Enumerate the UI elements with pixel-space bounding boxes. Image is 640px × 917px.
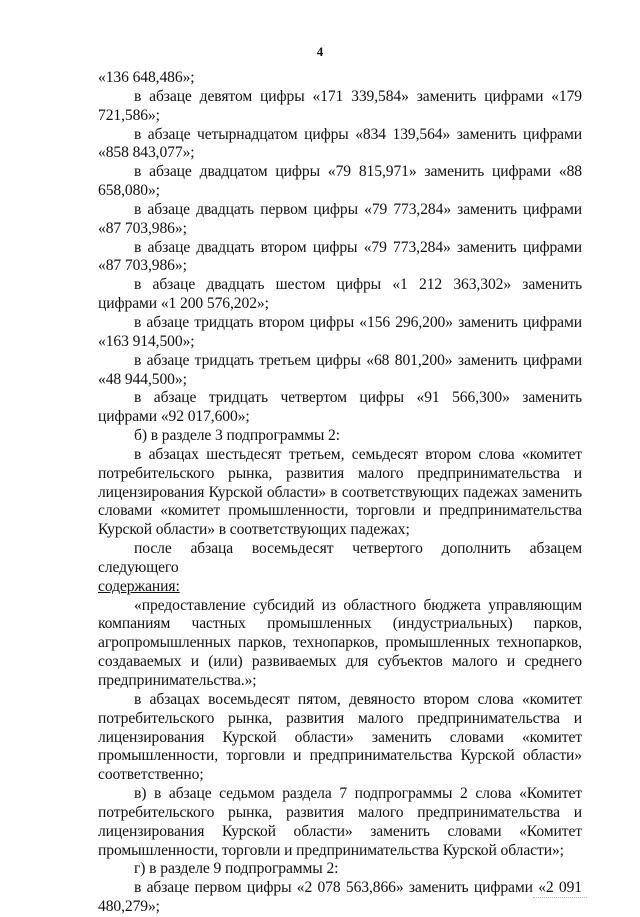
paragraph-amendment-9: в абзаце девятом цифры «171 339,584» заменить цифрами «179 721,586»;	[98, 87, 582, 124]
page-number: 4	[316, 44, 324, 59]
content-label-text: содержания:	[98, 577, 180, 595]
paragraph-amendment-21: в абзаце двадцать первом цифры «79 773,284» заменить цифрами «87 703,986»;	[98, 200, 582, 237]
paragraph-section3-words: в абзацах шестьдесят третьем, семьдесят втором слова «комитет потребительского рынка, развития малого предпринимательства и лицензирования Курской области» в соответствующих падежах заменить словами «комитет промышленности, торговли и предпринимательства Курской области» в соответствующих падежах;	[98, 445, 582, 539]
paragraph-amendment-22: в абзаце двадцать втором цифры «79 773,284» заменить цифрами «87 703,986»;	[98, 238, 582, 275]
paragraph-add-after-84: после абзаца восемьдесят четвертого дополнить абзацем следующего	[98, 540, 582, 576]
paragraph-amendment-34: в абзаце тридцать четвертом цифры «91 566,300» заменить цифрами «92 017,600»;	[98, 389, 582, 426]
paragraph-continuation: «136 648,486»;	[98, 69, 195, 86]
paragraph-amendment-20: в абзаце двадцатом цифры «79 815,971» заменить цифрами «88 658,080»;	[98, 163, 582, 200]
section-heading-v: в) в абзаце седьмом раздела 7 подпрограммы 2 слова «Комитет потребительского рынка, развития малого предпринимательства и лицензирования Курской области» заменить словами «Комитет промышленности, торговли и предпринимательства Курской области»;	[98, 785, 582, 859]
section-heading-g: г) в разделе 9 подпрограммы 2:	[134, 860, 339, 878]
paragraph-amendment-14: в абзаце четырнадцатом цифры «834 139,564» заменить цифрами «858 843,077»;	[98, 125, 582, 162]
paragraph-amendment-26: в абзаце двадцать шестом цифры «1 212 363,302» заменить цифрами «1 200 576,202»;	[98, 276, 582, 313]
paragraph-amendment-32: в абзаце тридцать втором цифры «156 296,200» заменить цифрами «163 914,500»;	[98, 313, 582, 350]
paragraph-content-label	[98, 578, 582, 597]
scan-artifact	[533, 894, 587, 898]
paragraph-amendment-33: в абзаце тридцать третьем цифры «68 801,200» заменить цифрами «48 944,500»;	[98, 351, 582, 388]
document-body	[98, 69, 582, 917]
paragraph-quoted-insert: «предоставление субсидий из областного бюджета управляющим компаниям частных промышленных (индустриальных) парков, агропромышленных парков, технопарков, промышленных технопарков, создаваемых и (или) развиваемых для субъектов малого и среднего предпринимательства.»;	[98, 596, 582, 689]
section-heading-b: б) в разделе 3 подпрограммы 2:	[134, 427, 340, 445]
paragraph-85-92-words: в абзацах восемьдесят пятом, девяносто втором слова «комитет потребительского рынка, развития малого предпринимательства и лицензирования Курской области» заменить словами «комитет промышленности, торговли и предпринимательства Курской области» соответственно;	[98, 690, 582, 784]
paragraph-section9-first: в абзаце первом цифры «2 078 563,866» заменить цифрами «2 091 480,279»;	[98, 879, 582, 916]
